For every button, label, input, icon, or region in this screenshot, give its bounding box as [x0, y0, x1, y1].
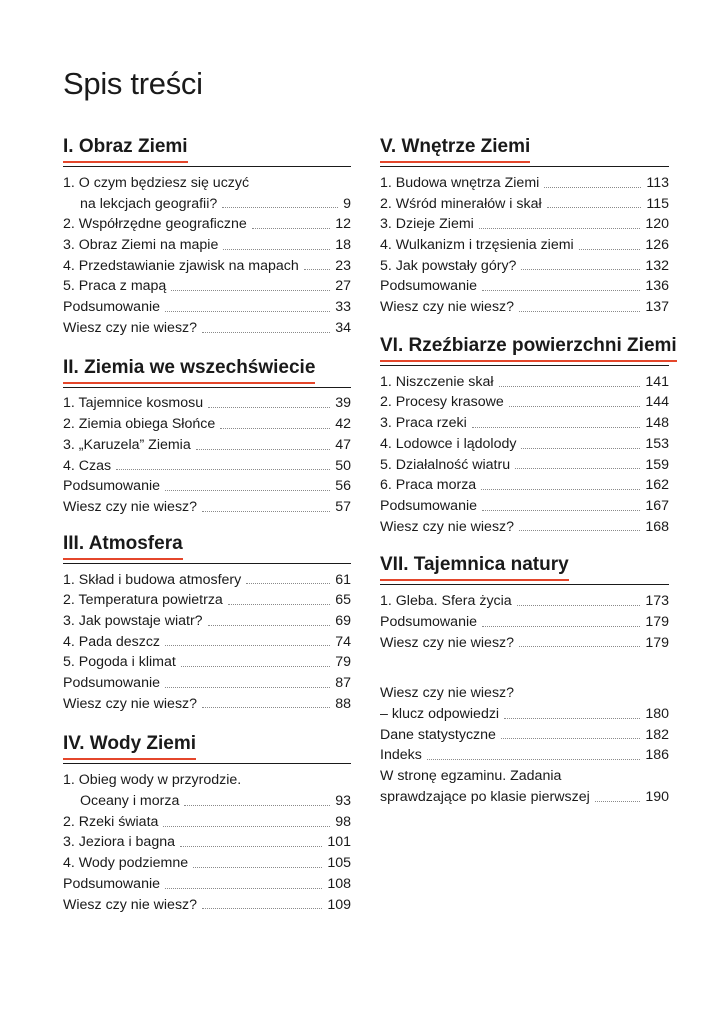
toc-entry-label: 1. Budowa wnętrza Ziemi: [380, 174, 540, 191]
dot-leader: [519, 311, 640, 312]
dot-leader: [116, 469, 330, 470]
section-heading[interactable]: VI. Rzeźbiarze powierzchni Ziemi: [380, 335, 677, 362]
toc-entry-page: 9: [343, 195, 351, 212]
toc-entry-label: 3. Jak powstaje wiatr?: [63, 612, 203, 629]
section-header: [63, 357, 351, 384]
section-divider: [380, 584, 669, 585]
toc-entry-label: 1. Niszczenie skał: [380, 373, 494, 390]
toc-entry-label: Podsumowanie: [380, 613, 478, 630]
toc-entry[interactable]: [63, 895, 351, 916]
toc-entry-page: 113: [646, 174, 669, 191]
toc-entry[interactable]: [63, 235, 351, 256]
toc-section: [63, 357, 351, 518]
dot-leader: [165, 687, 330, 688]
section-header: [63, 136, 351, 163]
dot-leader: [499, 386, 641, 387]
toc-entry[interactable]: [63, 214, 351, 235]
toc-entry[interactable]: [63, 590, 351, 611]
toc-entry-page: 182: [645, 726, 669, 743]
dot-leader: [544, 187, 641, 188]
dot-leader: [427, 759, 641, 760]
toc-entry-page: 47: [335, 436, 351, 453]
toc-entry[interactable]: [380, 725, 669, 746]
toc-entry-page: 65: [335, 592, 351, 609]
section-header: [380, 334, 677, 362]
toc-entry-label: Indeks: [380, 747, 422, 764]
toc-entry-page: 186: [645, 747, 669, 764]
dot-leader: [517, 605, 641, 606]
toc-entry[interactable]: [63, 791, 351, 812]
toc-entry-label: Wiesz czy nie wiesz?: [380, 685, 515, 702]
toc-entry-label: Wiesz czy nie wiesz?: [63, 498, 198, 515]
toc-entry[interactable]: [63, 611, 351, 632]
toc-entry-label: Dane statystyczne: [380, 726, 496, 743]
toc-entry[interactable]: [380, 434, 669, 455]
toc-entry[interactable]: [380, 276, 669, 297]
dot-leader: [521, 448, 640, 449]
toc-entry-label: Podsumowanie: [380, 278, 478, 295]
dot-leader: [595, 801, 641, 802]
toc-entry[interactable]: [380, 372, 669, 393]
dot-leader: [521, 269, 640, 270]
toc-entry-page: 61: [335, 571, 351, 588]
toc-entry-label: Wiesz czy nie wiesz?: [63, 695, 198, 712]
toc-entry-label: na lekcjach geografii?: [80, 195, 218, 212]
toc-entry[interactable]: [63, 874, 351, 895]
toc-entry-page: 141: [645, 373, 669, 390]
toc-entry[interactable]: [380, 612, 669, 633]
toc-entry[interactable]: [63, 476, 351, 497]
toc-entry-page: 126: [645, 237, 669, 254]
toc-entry-label: sprawdzające po klasie pierwszej: [380, 788, 590, 805]
toc-entry-label: Wiesz czy nie wiesz?: [63, 319, 198, 336]
section-divider: [63, 387, 351, 388]
toc-entry[interactable]: [63, 673, 351, 694]
section-header: [380, 554, 669, 581]
toc-entry[interactable]: [63, 694, 351, 715]
toc-entry-label: Podsumowanie: [380, 497, 478, 514]
dot-leader: [163, 826, 330, 827]
dot-leader: [482, 626, 640, 627]
section-header: [63, 733, 351, 760]
toc-entry-label: W stronę egzaminu. Zadania: [380, 768, 562, 785]
section-divider: [380, 166, 669, 167]
toc-entry[interactable]: [380, 766, 669, 787]
toc-entry-label: 2. Wśród minerałów i skał: [380, 195, 542, 212]
toc-entry[interactable]: [63, 853, 351, 874]
toc-entry-label: 2. Procesy krasowe: [380, 394, 504, 411]
toc-entry[interactable]: [63, 812, 351, 833]
toc-entry-label: Oceany i morza: [80, 793, 180, 810]
toc-entry-page: 153: [645, 435, 669, 452]
toc-entry-label: 5. Praca z mapą: [63, 278, 167, 295]
toc-entry-label: Podsumowanie: [63, 675, 161, 692]
section-header: [380, 136, 669, 163]
toc-entry-page: 56: [335, 478, 351, 495]
dot-leader: [472, 427, 641, 428]
toc-entry-page: 57: [335, 498, 351, 515]
toc-entry-page: 79: [335, 654, 351, 671]
toc-entry-label: Wiesz czy nie wiesz?: [63, 896, 198, 913]
toc-entry-page: 34: [335, 319, 351, 336]
toc-entry-page: 50: [335, 457, 351, 474]
dot-leader: [202, 511, 330, 512]
toc-entry[interactable]: [63, 833, 351, 854]
toc-entry[interactable]: [380, 683, 669, 704]
toc-entry[interactable]: [63, 394, 351, 415]
dot-leader: [202, 332, 330, 333]
toc-entry[interactable]: [380, 256, 669, 277]
toc-entry-page: 74: [335, 633, 351, 650]
toc-entry-page: 101: [327, 834, 351, 851]
toc-entry-label: 6. Praca morza: [380, 477, 477, 494]
toc-section: [63, 733, 351, 915]
toc-entry-page: 88: [335, 695, 351, 712]
toc-section: [380, 334, 677, 538]
dot-leader: [171, 290, 330, 291]
dot-leader: [515, 468, 640, 469]
toc-entry-label: 2. Temperatura powietrza: [63, 592, 223, 609]
toc-entry[interactable]: [380, 633, 669, 654]
toc-entry-page: 108: [327, 875, 351, 892]
toc-entry-label: 1. Skład i budowa atmosfery: [63, 571, 242, 588]
toc-entry-page: 167: [645, 497, 669, 514]
toc-entry[interactable]: [380, 787, 669, 808]
toc-entry[interactable]: [380, 194, 669, 215]
toc-entry-page: 115: [646, 195, 669, 212]
toc-entry-page: 190: [645, 788, 669, 805]
section-header: [63, 533, 351, 560]
toc-entry[interactable]: [63, 497, 351, 518]
dot-leader: [208, 407, 330, 408]
toc-entry-page: 179: [645, 613, 669, 630]
toc-entry[interactable]: [380, 591, 669, 612]
dot-leader: [223, 249, 330, 250]
toc-entry[interactable]: [63, 276, 351, 297]
toc-entry-page: 180: [645, 706, 669, 723]
toc-entry[interactable]: [63, 194, 351, 215]
toc-entry-page: 148: [645, 415, 669, 432]
toc-entry-label: 1. Obieg wody w przyrodzie.: [63, 772, 242, 789]
toc-entry[interactable]: [380, 297, 669, 318]
dot-leader: [222, 207, 338, 208]
toc-entry[interactable]: [63, 256, 351, 277]
toc-entry-label: Podsumowanie: [63, 299, 161, 316]
toc-right-column: [380, 136, 677, 808]
toc-entry-label: 4. Czas: [63, 457, 112, 474]
toc-entry-label: 4. Przedstawianie zjawisk na mapach: [63, 257, 299, 274]
toc-entry-label: 4. Lodowce i lądolody: [380, 435, 517, 452]
toc-entry-label: 3. Jeziora i bagna: [63, 834, 175, 851]
dot-leader: [181, 666, 330, 667]
section-heading[interactable]: IV. Wody Ziemi: [63, 733, 196, 760]
dot-leader: [482, 290, 640, 291]
toc-entry-page: 120: [645, 216, 669, 233]
toc-entry[interactable]: [63, 456, 351, 477]
toc-entry[interactable]: [380, 517, 669, 538]
dot-leader: [509, 406, 641, 407]
toc-section: [63, 533, 351, 715]
dot-leader: [165, 645, 330, 646]
toc-entry-page: 136: [645, 278, 669, 295]
dot-leader: [184, 805, 330, 806]
section-heading[interactable]: VII. Tajemnica natury: [380, 554, 569, 581]
toc-entry-page: 23: [335, 257, 351, 274]
section-divider: [63, 763, 351, 764]
toc-entry-label: 4. Wody podziemne: [63, 855, 189, 872]
toc-entry-label: 5. Pogoda i klimat: [63, 654, 176, 671]
toc-entry[interactable]: [380, 475, 669, 496]
toc-entry-label: 3. Dzieje Ziemi: [380, 216, 474, 233]
toc-entry[interactable]: [63, 570, 351, 591]
toc-entry-page: 105: [327, 855, 351, 872]
toc-entry-label: 1. Gleba. Sfera życia: [380, 593, 512, 610]
toc-entry-page: 162: [645, 477, 669, 494]
toc-entry[interactable]: [380, 235, 669, 256]
dot-leader: [208, 625, 331, 626]
dot-leader: [202, 707, 330, 708]
dot-leader: [246, 583, 330, 584]
toc-entry-label: 3. „Karuzela” Ziemia: [63, 436, 191, 453]
dot-leader: [519, 530, 640, 531]
toc-entry-page: 137: [645, 299, 669, 316]
dot-leader: [547, 207, 642, 208]
toc-entry-label: 5. Jak powstały góry?: [380, 257, 517, 274]
dot-leader: [165, 888, 322, 889]
toc-entry-page: 159: [645, 456, 669, 473]
toc-entry-label: – klucz odpowiedzi: [380, 706, 500, 723]
section-divider: [63, 563, 351, 564]
section-divider: [380, 365, 669, 366]
toc-entry-label: Podsumowanie: [63, 478, 161, 495]
toc-entry-label: 1. Tajemnice kosmosu: [63, 395, 204, 412]
dot-leader: [304, 269, 330, 270]
toc-entry[interactable]: [380, 173, 669, 194]
toc-entry[interactable]: [380, 214, 669, 235]
toc-entry-page: 144: [645, 394, 669, 411]
toc-entry[interactable]: [380, 496, 669, 517]
toc-entry-label: Wiesz czy nie wiesz?: [380, 299, 515, 316]
page-title: Spis treści: [63, 66, 203, 101]
toc-entry-label: 1. O czym będziesz się uczyć: [63, 174, 250, 191]
dot-leader: [220, 428, 330, 429]
toc-entry-label: Podsumowanie: [63, 875, 161, 892]
toc-entry[interactable]: [63, 770, 351, 791]
toc-entry-page: 18: [335, 237, 351, 254]
toc-entry-page: 179: [645, 634, 669, 651]
toc-entry[interactable]: [63, 297, 351, 318]
toc-entry-label: 2. Rzeki świata: [63, 813, 159, 830]
toc-section: [63, 136, 351, 339]
dot-leader: [196, 449, 330, 450]
dot-leader: [202, 908, 322, 909]
dot-leader: [228, 604, 330, 605]
dot-leader: [165, 311, 330, 312]
toc-entry-label: 2. Współrzędne geograficzne: [63, 216, 247, 233]
toc-entry-page: 33: [335, 299, 351, 316]
toc-entry-page: 39: [335, 395, 351, 412]
appendix-list: [380, 683, 669, 807]
section-heading[interactable]: V. Wnętrze Ziemi: [380, 136, 530, 163]
toc-entry-page: 12: [335, 216, 351, 233]
toc-entry[interactable]: [63, 632, 351, 653]
toc-entry-label: Wiesz czy nie wiesz?: [380, 518, 515, 535]
toc-entry[interactable]: [380, 413, 669, 434]
toc-entry[interactable]: [63, 652, 351, 673]
toc-entry-label: 4. Pada deszcz: [63, 633, 161, 650]
section-divider: [63, 166, 351, 167]
toc-entry[interactable]: [63, 173, 351, 194]
dot-leader: [479, 228, 641, 229]
section-heading[interactable]: III. Atmosfera: [63, 533, 183, 560]
toc-entry[interactable]: [380, 455, 669, 476]
dot-leader: [193, 867, 322, 868]
toc-entry[interactable]: [63, 435, 351, 456]
toc-entry-page: 168: [645, 518, 669, 535]
toc-entry-page: 98: [335, 813, 351, 830]
toc-entry-page: 93: [335, 793, 351, 810]
dot-leader: [180, 846, 322, 847]
toc-entry-label: 2. Ziemia obiega Słońce: [63, 416, 216, 433]
toc-entry[interactable]: [380, 393, 669, 414]
toc-entry[interactable]: [380, 704, 669, 725]
toc-entry-label: 3. Praca rzeki: [380, 415, 467, 432]
section-heading[interactable]: I. Obraz Ziemi: [63, 136, 188, 163]
toc-entry[interactable]: [63, 318, 351, 339]
toc-entry-label: 5. Działalność wiatru: [380, 456, 511, 473]
toc-entry-page: 42: [335, 416, 351, 433]
toc-section: [380, 554, 669, 653]
toc-entry-label: 3. Obraz Ziemi na mapie: [63, 237, 219, 254]
toc-entry-page: 87: [335, 675, 351, 692]
toc-entry-page: 69: [335, 612, 351, 629]
toc-entry[interactable]: [380, 745, 669, 766]
toc-entry-label: 4. Wulkanizm i trzęsienia ziemi: [380, 237, 574, 254]
dot-leader: [504, 718, 640, 719]
toc-left-column: [63, 136, 351, 915]
section-heading[interactable]: II. Ziemia we wszechświecie: [63, 357, 315, 384]
toc-entry-page: 27: [335, 278, 351, 295]
dot-leader: [501, 738, 640, 739]
toc-entry[interactable]: [63, 414, 351, 435]
dot-leader: [519, 646, 640, 647]
toc-entry-page: 173: [645, 593, 669, 610]
toc-section: [380, 136, 669, 318]
dot-leader: [165, 490, 330, 491]
dot-leader: [252, 228, 330, 229]
dot-leader: [579, 249, 641, 250]
dot-leader: [481, 489, 640, 490]
toc-entry-page: 109: [327, 896, 351, 913]
toc-entry-label: Wiesz czy nie wiesz?: [380, 634, 515, 651]
dot-leader: [482, 510, 640, 511]
toc-entry-page: 132: [645, 257, 669, 274]
